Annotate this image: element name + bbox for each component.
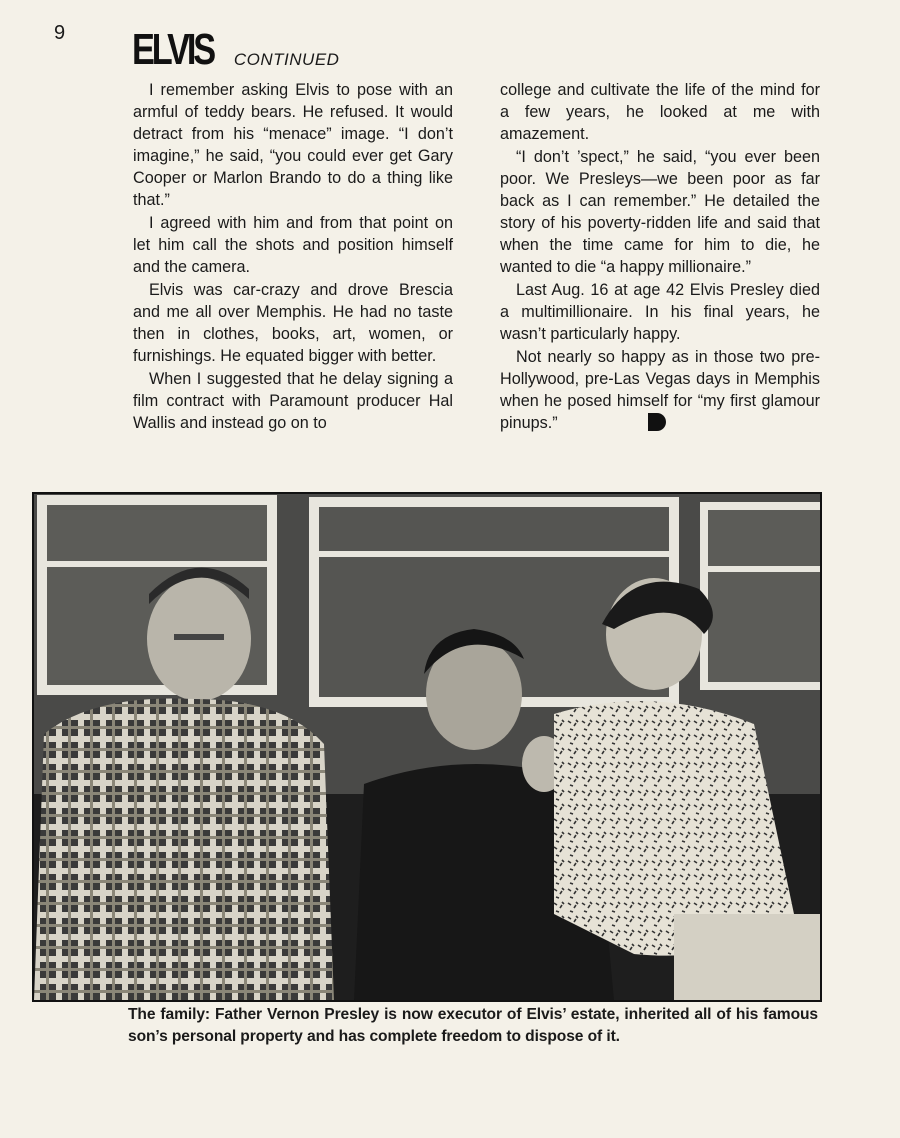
article-left-column [133, 80, 453, 437]
article-right-column [500, 80, 820, 437]
photo-caption: The family: Father Vernon Presley is now executor of Elvis’ estate, inherited all of his famous son’s personal property and has complete freedom to dispose of it. [128, 1006, 818, 1045]
paragraph: I remember asking Elvis to pose with an armful of teddy bears. He refused. It would detract from his “menace” image. “I don’t imagine,” he said, “you could ever get Gary Cooper or Marlon Brando to do a thing like that.” [133, 81, 453, 209]
page-number: 9 [54, 22, 66, 44]
paragraph: I agreed with him and from that point on let him call the shots and position himself and the camera. [133, 213, 453, 276]
elvis-logo: ELVIS [132, 25, 214, 74]
paragraph-text: Not nearly so happy as in those two pre-Hollywood, pre-Las Vegas days in Memphis when he posed himself for “my first glamour pinups.” [500, 348, 820, 433]
family-photo [32, 492, 822, 1002]
paragraph: college and cultivate the life of the mind for a few years, he looked at me with amazement. [500, 81, 820, 143]
paragraph: Last Aug. 16 at age 42 Elvis Presley died a multimillionaire. In his final years, he wasn’t particularly happy. [500, 281, 820, 343]
masthead [132, 25, 340, 74]
paragraph [500, 347, 820, 435]
continued-label: CONTINUED [233, 50, 340, 69]
paragraph: Elvis was car-crazy and drove Brescia and me all over Memphis. He had no taste then in clothes, books, art, women, or furnishings. He equated bigger with better. [133, 281, 453, 365]
paragraph: When I suggested that he delay signing a film contract with Paramount producer Hal Wallis and instead go on to [133, 370, 453, 433]
end-of-article-icon [648, 413, 666, 431]
paragraph: “I don’t ’spect,” he said, “you ever been poor. We Presleys—we been poor as far back as I can remember.” He detailed the story of his poverty-ridden life and said that when the time came for him to die, he wanted to die “a happy millionaire.” [500, 148, 820, 276]
family-photo-illustration [34, 494, 820, 1000]
